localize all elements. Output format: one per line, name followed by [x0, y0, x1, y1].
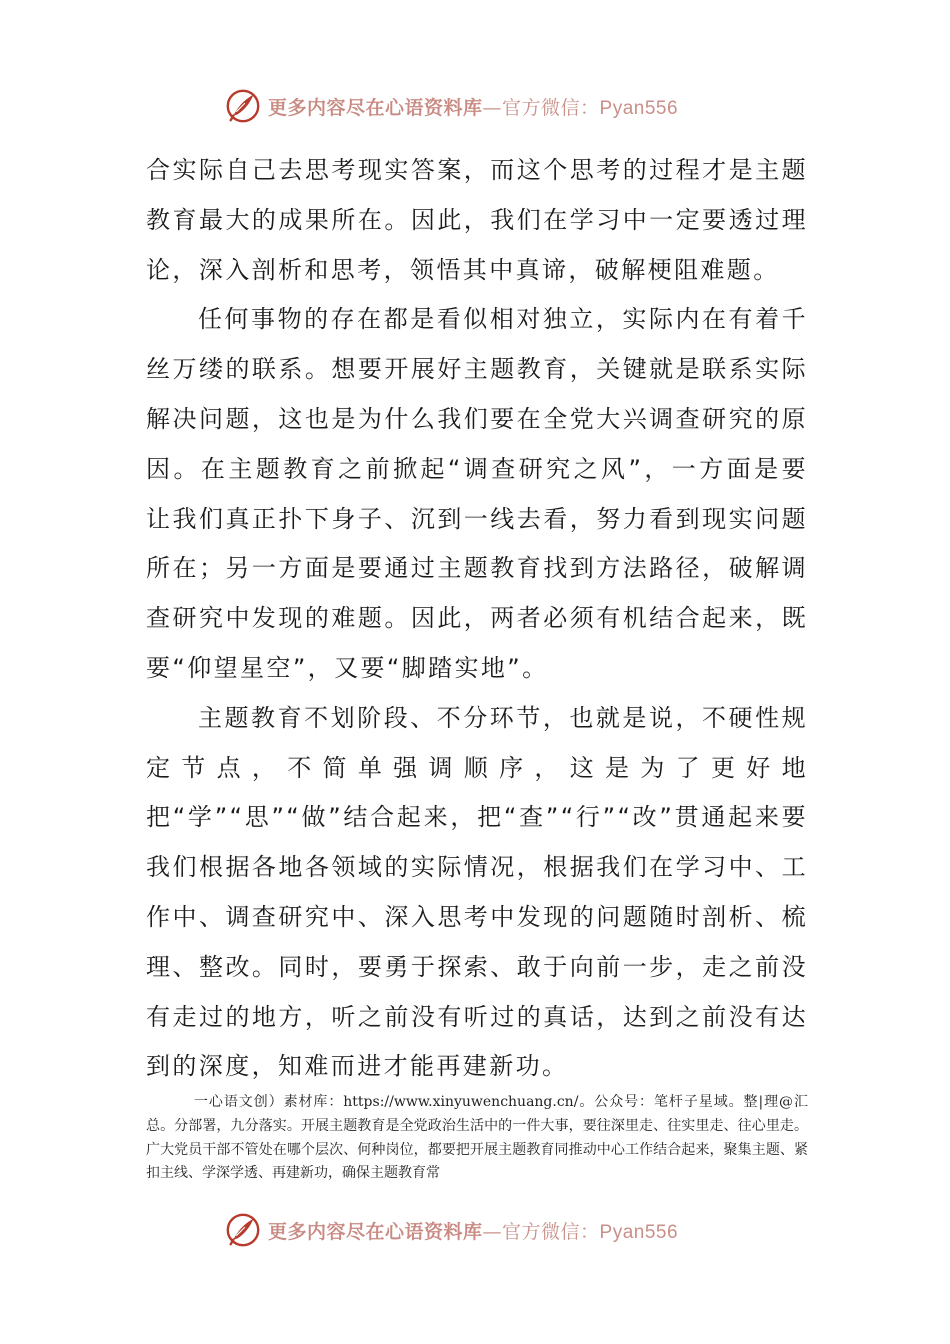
banner-brand: 更多内容尽在心语资料库: [268, 1220, 483, 1243]
quill-logo-icon: [224, 87, 262, 125]
source-footnote: [146, 1091, 808, 1186]
quill-logo-icon: [224, 1211, 262, 1249]
banner-text: [268, 1217, 678, 1244]
paragraph-1: 合实际自己去思考现实答案，而这个思考的过程才是主题教育最大的成果所在。因此，我们在学习中一定要透过理论，深入剖析和思考，领悟其中真谛，破解梗阻难题。: [146, 156, 808, 284]
body-text: [146, 146, 808, 1092]
footer-banner[interactable]: [224, 1210, 678, 1250]
banner-text: [268, 93, 678, 120]
banner-wechat-id: Pyan556: [599, 97, 679, 119]
banner-wechat-id: Pyan556: [599, 1221, 679, 1243]
header-banner[interactable]: [224, 86, 678, 126]
paragraph-3: 主题教育不划阶段、不分环节，也就是说，不硬性规定节点，不简单强调顺序，这是为了更好地把“学”“思”“做”结合起来，把“查”“行”“改”贯通起来要我们根据各地各领域的实际情况，根据我们在学习中、工作中、调查研究中、深入思考中发现的问题随时剖析、梳理、整改。同时，要勇于探索、敢于向前一步，走之前没有走过的地方，听之前没有听过的真话，达到之前没有达到的深度，知难而进才能再建新功。: [146, 703, 808, 1081]
banner-brand: 更多内容尽在心语资料库: [268, 96, 483, 119]
banner-separator: —: [482, 1220, 503, 1243]
banner-official: 官方微信：: [502, 1220, 600, 1243]
footnote-text: 一心语文创）素材库：https://www.xinyuwenchuang.cn/。公众号：笔杆子星域。整|理@汇总。分部署，九分落实。开展主题教育是全党政治生活中的一件大事，要往深里走、往实里走、往心里走。广大党员干部不管处在哪个层次、何种岗位，都要把开展主题教育同推动中心工作结合起来，聚集主题、紧扣主线、学深学透、再建新功，确保主题教育常: [146, 1094, 808, 1182]
banner-separator: —: [482, 96, 503, 119]
paragraph-2: 任何事物的存在都是看似相对独立，实际内在有着千丝万缕的联系。想要开展好主题教育，关键就是联系实际解决问题，这也是为什么我们要在全党大兴调查研究的原因。在主题教育之前掀起“调查研究之风”，一方面是要让我们真正扑下身子、沉到一线去看，努力看到现实问题所在；另一方面是要通过主题教育找到方法路径，破解调查研究中发现的难题。因此，两者必须有机结合起来，既要“仰望星空”，又要“脚踏实地”。: [146, 305, 808, 682]
banner-official: 官方微信：: [502, 96, 600, 119]
